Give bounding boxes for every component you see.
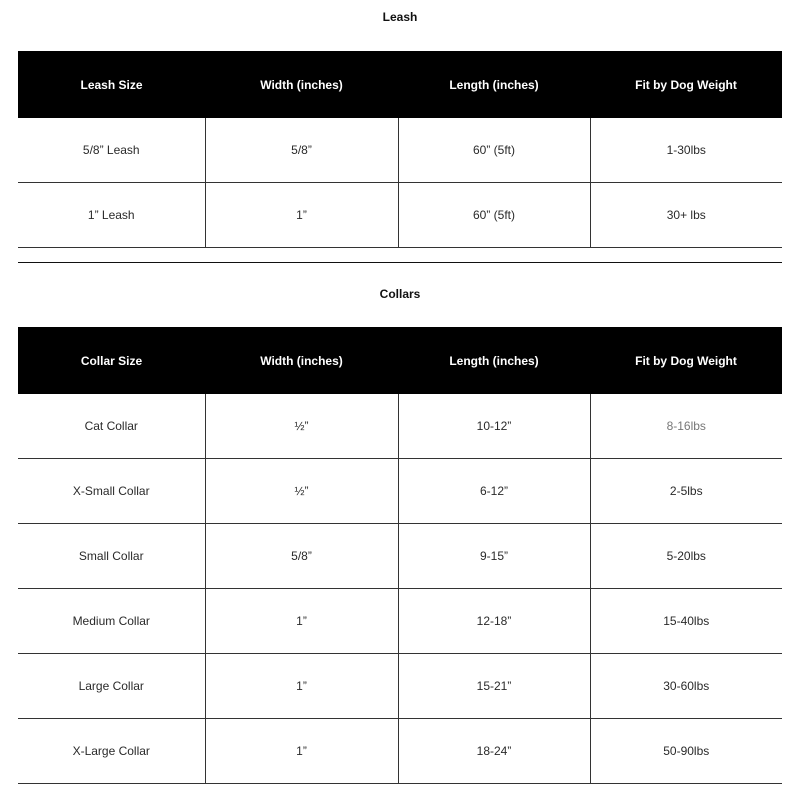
header-collar-size: Collar Size bbox=[18, 327, 205, 394]
table-row bbox=[18, 183, 782, 248]
collars-section-title: Collars bbox=[379, 287, 421, 301]
cell-weight: 30-60lbs bbox=[590, 654, 782, 719]
cell-length: 6-12” bbox=[398, 459, 590, 524]
header-fit-by-weight: Fit by Dog Weight bbox=[590, 51, 782, 118]
cell-weight: 8-16lbs bbox=[590, 394, 782, 459]
section-divider bbox=[18, 262, 782, 263]
cell-width: ½” bbox=[205, 394, 398, 459]
collars-size-table bbox=[18, 327, 782, 784]
cell-size: Small Collar bbox=[18, 524, 205, 589]
header-fit-by-weight: Fit by Dog Weight bbox=[590, 327, 782, 394]
table-row bbox=[18, 118, 782, 183]
cell-length: 10-12” bbox=[398, 394, 590, 459]
cell-width: 1” bbox=[205, 654, 398, 719]
cell-weight: 15-40lbs bbox=[590, 589, 782, 654]
cell-size: 5/8” Leash bbox=[18, 118, 205, 183]
cell-size: 1” Leash bbox=[18, 183, 205, 248]
cell-weight: 1-30lbs bbox=[590, 118, 782, 183]
table-row bbox=[18, 719, 782, 784]
header-width: Width (inches) bbox=[205, 51, 398, 118]
table-row bbox=[18, 394, 782, 459]
cell-weight: 30+ lbs bbox=[590, 183, 782, 248]
header-length: Length (inches) bbox=[398, 327, 590, 394]
cell-weight: 5-20lbs bbox=[590, 524, 782, 589]
cell-width: 1” bbox=[205, 719, 398, 784]
cell-width: 5/8” bbox=[205, 118, 398, 183]
cell-size: Large Collar bbox=[18, 654, 205, 719]
cell-length: 12-18” bbox=[398, 589, 590, 654]
table-row bbox=[18, 524, 782, 589]
cell-length: 15-21” bbox=[398, 654, 590, 719]
leash-section-title: Leash bbox=[382, 10, 418, 24]
cell-width: 5/8” bbox=[205, 524, 398, 589]
cell-width: ½” bbox=[205, 459, 398, 524]
table-row bbox=[18, 654, 782, 719]
table-header-row bbox=[18, 327, 782, 394]
cell-weight: 2-5lbs bbox=[590, 459, 782, 524]
cell-size: X-Large Collar bbox=[18, 719, 205, 784]
cell-length: 9-15” bbox=[398, 524, 590, 589]
cell-size: X-Small Collar bbox=[18, 459, 205, 524]
cell-length: 60” (5ft) bbox=[398, 118, 590, 183]
cell-size: Medium Collar bbox=[18, 589, 205, 654]
header-leash-size: Leash Size bbox=[18, 51, 205, 118]
table-row bbox=[18, 589, 782, 654]
leash-size-table bbox=[18, 51, 782, 248]
table-header-row bbox=[18, 51, 782, 118]
cell-size: Cat Collar bbox=[18, 394, 205, 459]
cell-width: 1” bbox=[205, 589, 398, 654]
cell-width: 1” bbox=[205, 183, 398, 248]
cell-length: 18-24” bbox=[398, 719, 590, 784]
table-row bbox=[18, 459, 782, 524]
cell-weight: 50-90lbs bbox=[590, 719, 782, 784]
header-width: Width (inches) bbox=[205, 327, 398, 394]
header-length: Length (inches) bbox=[398, 51, 590, 118]
cell-length: 60” (5ft) bbox=[398, 183, 590, 248]
